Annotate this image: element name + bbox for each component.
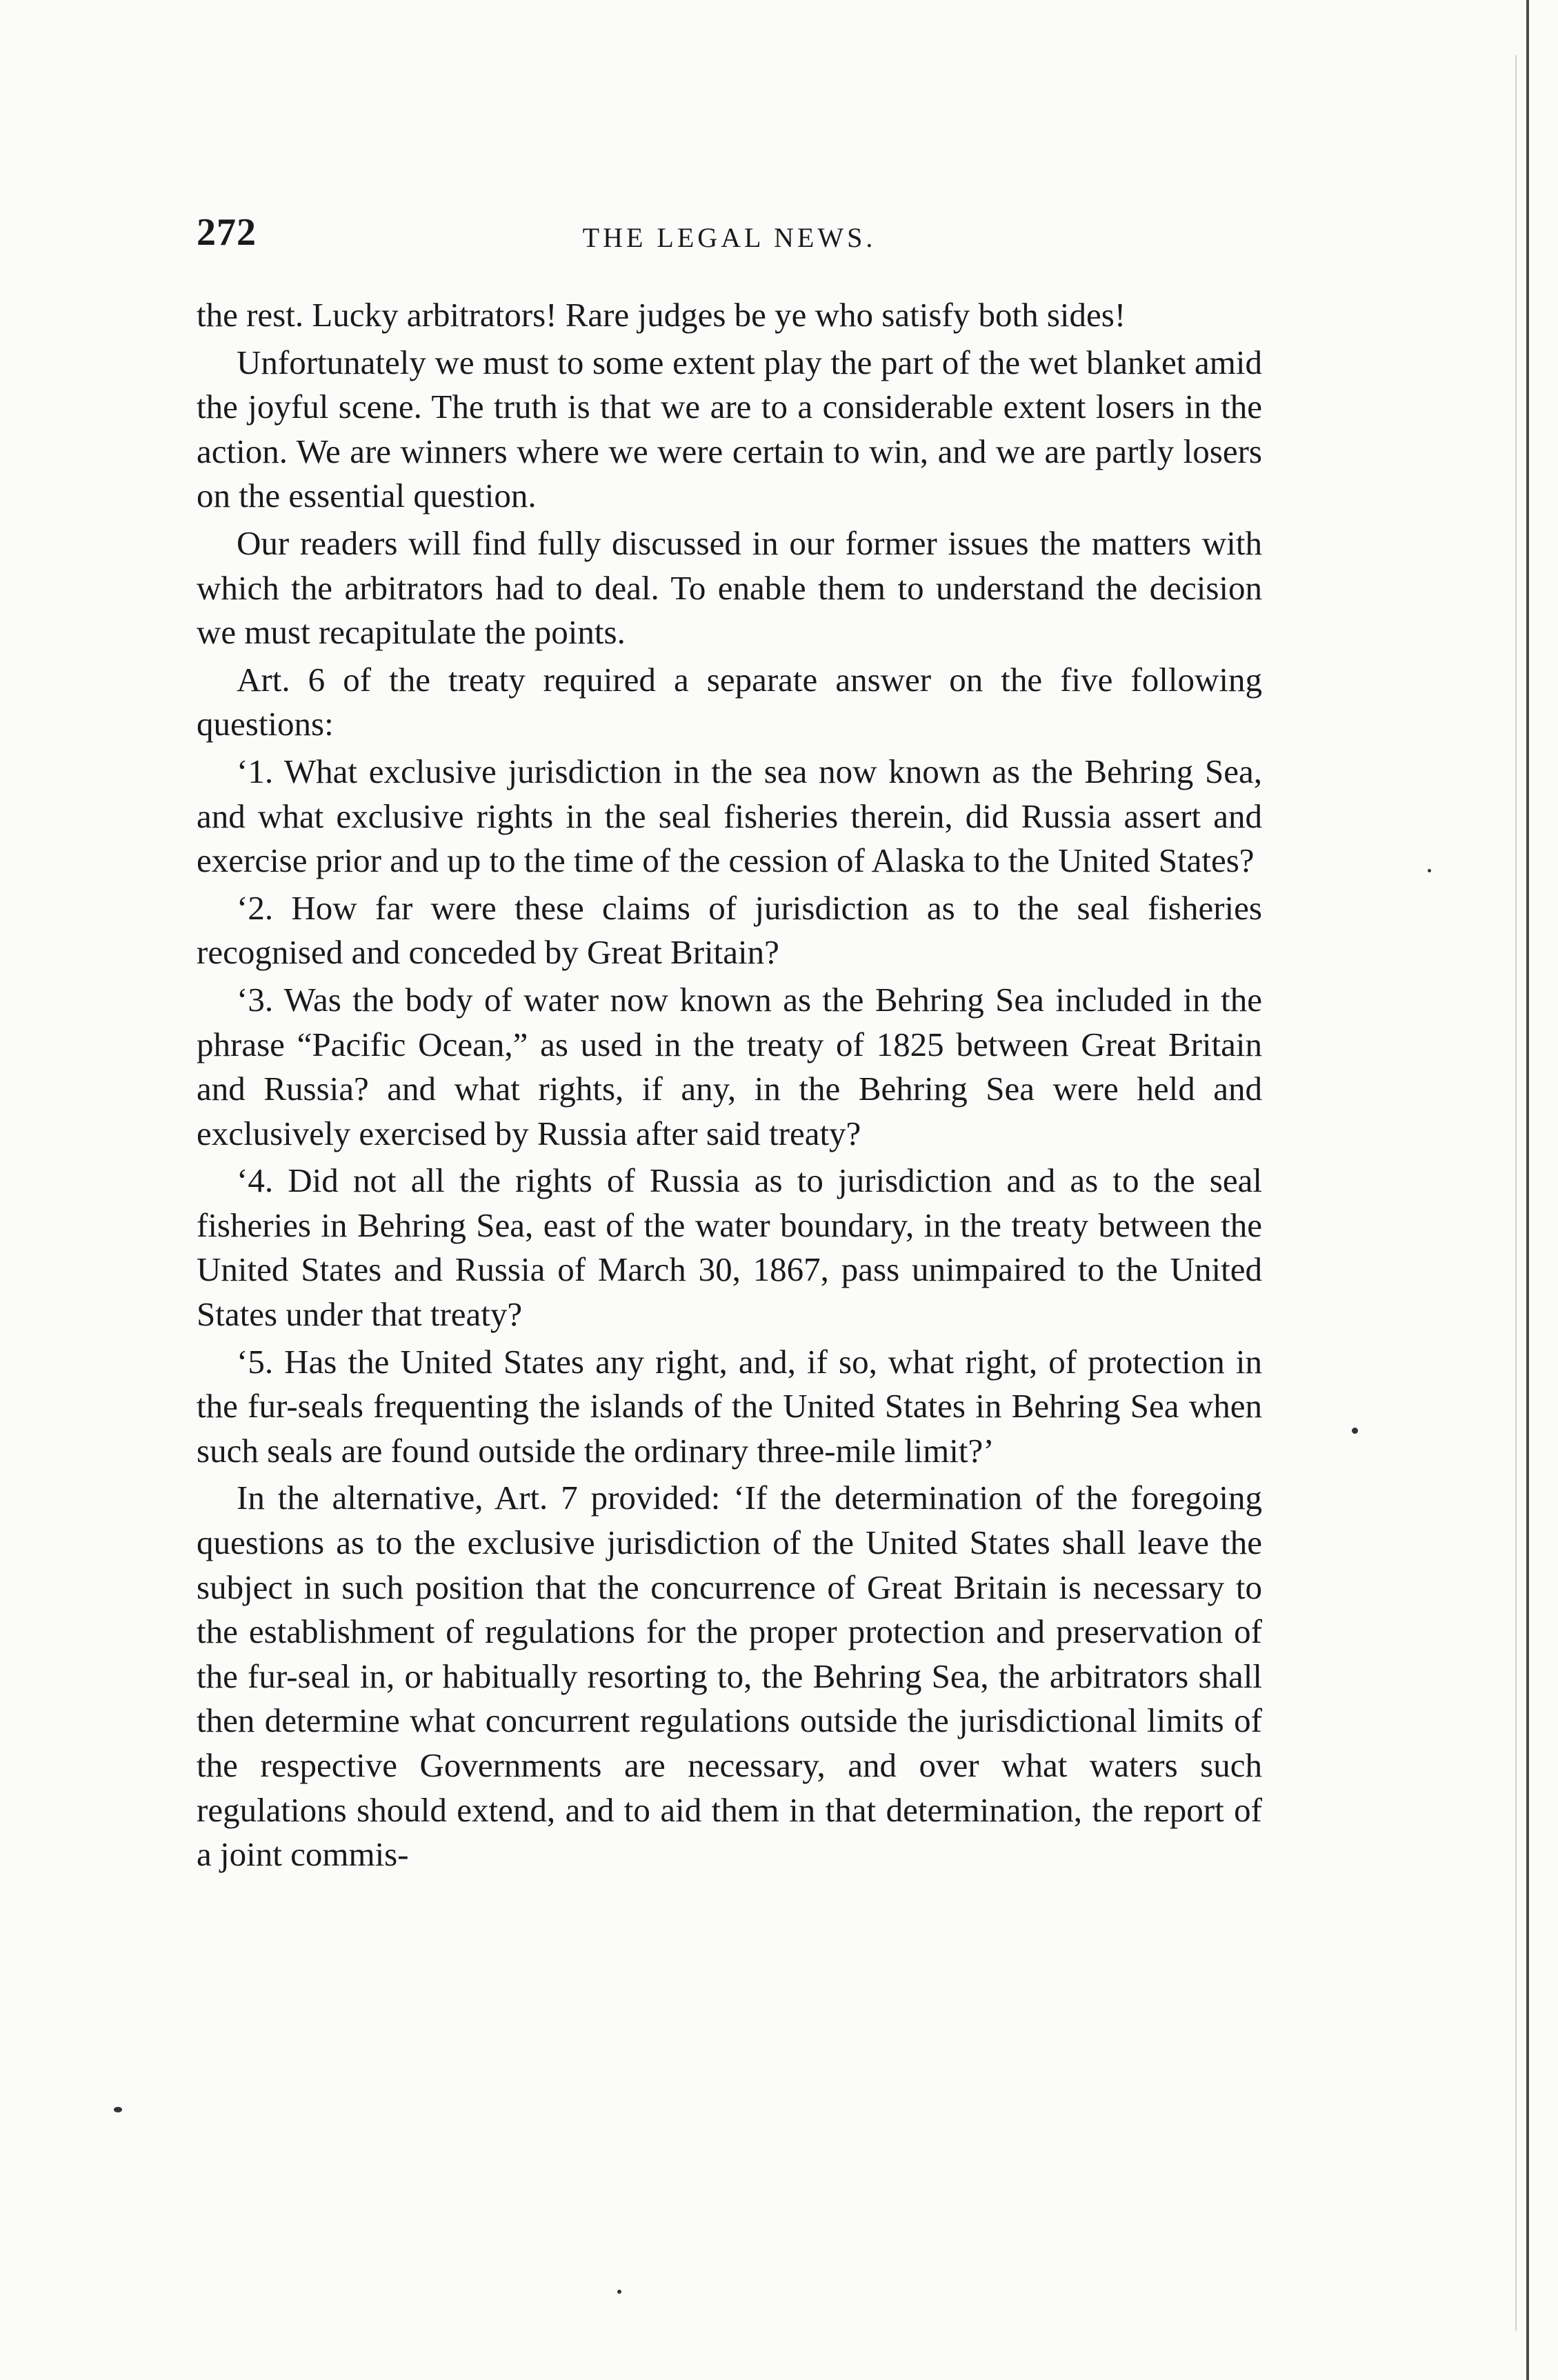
paragraph-continuation: the rest. Lucky arbitrators! Rare judges be ye who satisfy both sides! xyxy=(197,296,1126,334)
page-number: 272 xyxy=(197,211,257,254)
running-head: THE LEGAL NEWS. xyxy=(582,222,877,253)
print-speck xyxy=(1428,869,1431,872)
question-1: ‘1. What exclusive jurisdiction in the sea now known as the Behring Sea, and what exclusive rights in the seal fisheries therein, did Russia assert and exercise prior and up to the time of the cession of Alaska to the United States? xyxy=(197,752,1262,880)
article-body xyxy=(197,293,1262,1880)
question-2: ‘2. How far were these claims of jurisdiction as to the seal fisheries recognised and conceded by Great Britain? xyxy=(197,888,1262,972)
paragraph: Unfortunately we must to some extent play the part of the wet blanket amid the joyful scene. The truth is that we are to a considerable extent losers in the action. We are winners where we were certain to win, and we are partly losers on the essential question. xyxy=(197,343,1262,515)
print-speck xyxy=(114,2107,122,2112)
page-edge-shadow xyxy=(1515,55,1517,2331)
print-speck xyxy=(617,2290,621,2294)
question-3: ‘3. Was the body of water now known as the Behring Sea included in the phrase “Pacific Ocean,” as used in the treaty of 1825 between Great Britain and Russia? and what rights, if any, in the Behring Sea were held and exclusively exercised by Russia after said treaty? xyxy=(197,980,1262,1152)
paragraph: Our readers will find fully discussed in our former issues the matters with which the arbitrators had to deal. To enable them to understand the decision we must recapitulate the points. xyxy=(197,523,1262,652)
question-5: ‘5. Has the United States any right, and, if so, what right, of protection in the fur-seals frequenting the islands of the United States in Behring Sea when such seals are found outside the ordinary three-mile limit?’ xyxy=(197,1342,1262,1470)
paragraph: Art. 6 of the treaty required a separate answer on the five following questions: xyxy=(197,660,1262,743)
page-header xyxy=(197,210,1262,266)
print-speck xyxy=(1352,1428,1358,1434)
paragraph: In the alternative, Art. 7 provided: ‘If the determination of the foregoing questions as to the exclusive jurisdiction of the United States shall leave the subject in such position that the concurrence of Great Britain is necessary to the establishment of regulations for the proper protection and preservation of the fur-seal in, or habitually resorting to, the Behring Sea, the arbitrators shall then determine what concurrent regulations outside the jurisdictional limits of the respective Governments are necessary, and over what waters such regulations should extend, and to aid them in that determination, the report of a joint commis- xyxy=(197,1479,1262,1874)
page-edge-line xyxy=(1526,0,1529,2380)
question-4: ‘4. Did not all the rights of Russia as to jurisdiction and as to the seal fisheries in Behring Sea, east of the water boundary, in the treaty between the United States and Russia of March 30, 1867, pass unimpaired to the United States under that treaty? xyxy=(197,1161,1262,1334)
